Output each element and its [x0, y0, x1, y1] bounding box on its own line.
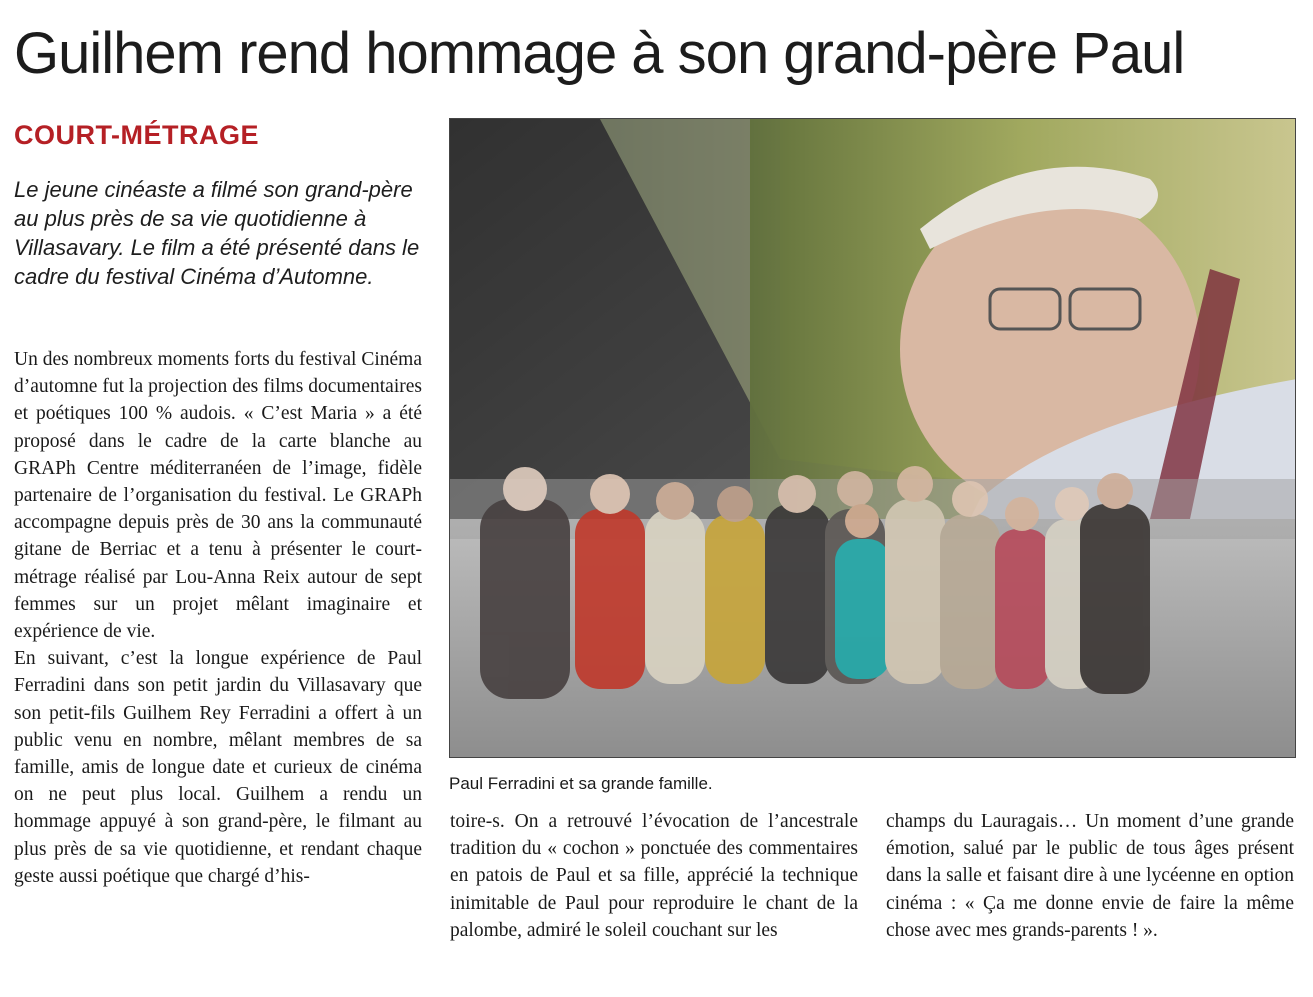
article-lead: Le jeune cinéaste a filmé son grand-père au plus près de sa vie quotidienne à Villasavary. Le film a été présenté dans le cadre du festival Cinéma d’Automne. — [14, 177, 420, 289]
article-paragraph: Un des nombreux moments forts du festival Cinéma d’automne fut la projection des films documentaires et poétiques 100 % audois. « C’est Maria » a été proposé dans le cadre de la carte blanche au GRAPh Centre méditerranéen de l’image, fidèle partenaire de l’organisation du festival. Le GRAPh accompagne depuis près de 30 ans la communauté gitane de Berriac et a tenu à présenter le court-métrage réalisé par Lou-Anna Reix autour de sept femmes sur un projet mêlant imaginaire et expérience de vie. — [14, 349, 422, 643]
article-column-1 — [14, 346, 422, 890]
article-paragraph: champs du Lauragais… Un moment d’une grande émotion, salué par le public de tous âges présent dans la salle et faisant dire à une lycéenne en option cinéma : « Ça me donne envie de faire la même chose avec mes grands-parents ! ». — [886, 811, 1294, 941]
section-kicker: COURT-MÉTRAGE — [14, 120, 259, 150]
article-column-3 — [886, 808, 1294, 944]
article-paragraph: En suivant, c’est la longue expérience de Paul Ferradini dans son petit jardin du Villasavary que son petit-fils Guilhem Rey Ferradini a offert à un public venu en nombre, mêlant membres de sa famille, amis de longue date et curieux de cinéma on ne peut plus local. Guilhem a rendu un hommage appuyé à son grand-père, le filmant au plus près de sa vie quotidienne, et rendant chaque geste aussi poétique que chargé d’his- — [14, 648, 422, 887]
article-column-2 — [450, 808, 858, 944]
article-paragraph: toire-s. On a retrouvé l’évocation de l’ancestrale tradition du « cochon » ponctuée des commentaires en patois de Paul et sa fille, apprécié la technique inimitable de Paul pour reproduire le chant de la palombe, admiré le soleil couchant sur les — [450, 811, 858, 941]
photo-caption: Paul Ferradini et sa grande famille. — [449, 774, 713, 793]
article-photo — [449, 118, 1296, 758]
headline: Guilhem rend hommage à son grand-père Paul — [14, 21, 1185, 86]
